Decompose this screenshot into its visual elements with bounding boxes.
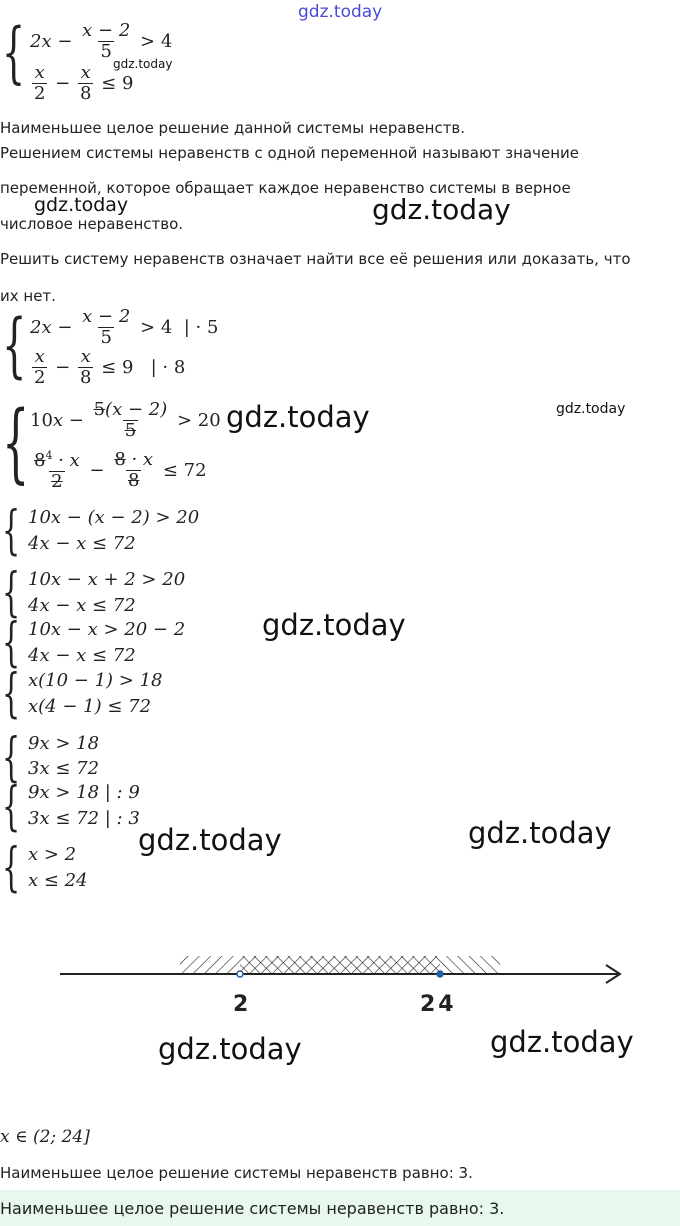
- step5-line: 9x > 18: [28, 733, 100, 754]
- point-24: [437, 971, 443, 977]
- watermark: gdz.today: [556, 401, 626, 417]
- system-brace: {: [2, 838, 21, 898]
- watermark: gdz.today: [298, 2, 383, 22]
- watermark: gdz.today: [490, 1025, 634, 1059]
- definition-line: числовое неравенство.: [0, 215, 184, 233]
- system-brace: {: [2, 501, 21, 561]
- step2-line-2: $\frac{8^4 \cdot x}{2}$ − $\frac{8 \cdot x}{8}$ ≤ 72: [34, 449, 207, 492]
- step1-line-1: 2x − $\frac{x - 2}{5}$ > 4 | · 5: [30, 306, 219, 348]
- system-brace: {: [2, 777, 21, 837]
- definition-line: Решить систему неравенств означает найти все её решения или доказать, что: [0, 250, 631, 268]
- number-line: [0, 940, 680, 1020]
- step4-line: 4x − x ≤ 72: [28, 595, 136, 616]
- step4-line: 4x − x ≤ 72: [28, 645, 136, 666]
- task-text: Наименьшее целое решение данной системы неравенств.: [0, 119, 466, 137]
- step4-line: 10x − x > 20 − 2: [28, 619, 186, 640]
- step5-line: 3x ≤ 72: [28, 758, 100, 779]
- tick-label-24: 24: [420, 992, 457, 1017]
- watermark: gdz.today: [158, 1032, 302, 1066]
- problem-line-2: $\frac{x}{2}$ − $\frac{x}{8}$ ≤ 9: [34, 62, 134, 104]
- answer-text: Наименьшее целое решение системы неравенств равно: 3.: [0, 1199, 505, 1218]
- watermark: gdz.today: [226, 400, 370, 434]
- step6-line: x ≤ 24: [28, 870, 88, 891]
- watermark: gdz.today: [262, 608, 406, 642]
- watermark: gdz.today: [113, 57, 173, 71]
- system-brace: {: [2, 613, 21, 673]
- hatch-area-x-le-24: [180, 956, 440, 974]
- step4-line: x(10 − 1) > 18: [28, 670, 163, 691]
- step3-line: 4x − x ≤ 72: [28, 533, 136, 554]
- system-brace: {: [2, 728, 21, 788]
- step1-line-2: $\frac{x}{2}$ − $\frac{x}{8}$ ≤ 9 | · 8: [34, 346, 186, 388]
- conclusion-text: Наименьшее целое решение системы неравенств равно: 3.: [0, 1164, 473, 1182]
- point-2: [237, 971, 243, 977]
- interval-answer: x ∈ (2; 24]: [0, 1127, 90, 1147]
- watermark: gdz.today: [34, 194, 129, 216]
- definition-line: их нет.: [0, 287, 56, 305]
- watermark: gdz.today: [468, 816, 612, 850]
- definition-line: Решением системы неравенств с одной переменной называют значение: [0, 144, 579, 162]
- watermark: gdz.today: [372, 193, 511, 226]
- step4-line: x(4 − 1) ≤ 72: [28, 696, 152, 717]
- system-brace: {: [2, 304, 27, 386]
- step6-line: x > 2: [28, 844, 77, 865]
- system-brace: {: [2, 563, 21, 623]
- system-brace: {: [2, 393, 30, 493]
- problem-line-1: 2x − $\frac{x - 2}{5}$ > 4: [30, 20, 173, 62]
- step5-line: 9x > 18 | : 9: [28, 782, 140, 803]
- step5-line: 3x ≤ 72 | : 3: [28, 808, 140, 829]
- step2-line-1: 10x − $\frac{5(x - 2)}{5}$ > 20: [30, 399, 221, 441]
- watermark: gdz.today: [138, 823, 282, 857]
- definition-line: переменной, которое обращает каждое неравенство системы в верное: [0, 179, 571, 197]
- system-brace: {: [2, 14, 26, 91]
- step3-line: 10x − (x − 2) > 20: [28, 507, 200, 528]
- step4-line: 10x − x + 2 > 20: [28, 569, 186, 590]
- system-brace: {: [2, 664, 21, 724]
- tick-label-2: 2: [233, 992, 249, 1017]
